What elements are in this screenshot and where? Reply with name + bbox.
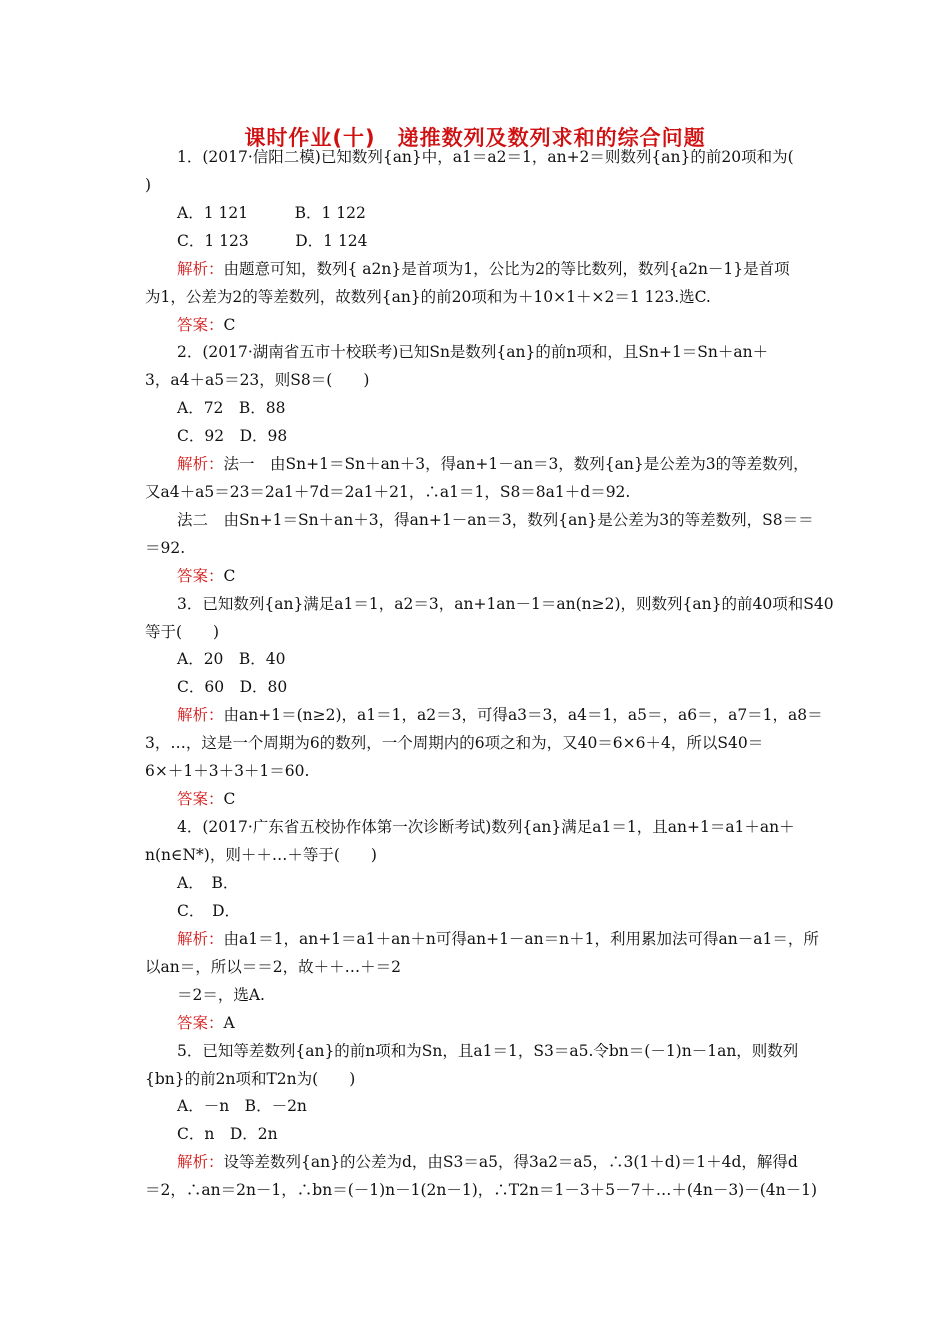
line-text: 等于( ) [145,623,220,641]
analysis-label: 解析： [177,455,224,473]
solution-line [177,315,235,335]
line-text: ) [145,176,152,194]
text-line [145,733,763,753]
answer-label: 答案： [177,1014,224,1032]
text-line [145,622,219,642]
solution-line [177,566,235,586]
line-text: 法一 由Sn+1＝Sn＋an＋3，得an+1－an＝3，数列{an}是公差为3的等差数列， [223,455,809,473]
text-line [177,342,768,362]
line-text: 由a1＝1，an+1＝a1＋an＋n可得an+1－an＝n＋1，利用累加法可得an－a1＝，所 [223,930,819,948]
line-text: 设等差数列{an}的公差为d，由S3＝a5，得3a2＝a5，∴3(1＋d)＝1＋4d，解得d [223,1153,798,1171]
line-text: C．1 123 D．1 124 [177,232,368,250]
solution-line [177,705,823,725]
line-text: ＝92. [145,539,186,557]
line-text: {bn}的前2n项和T2n为( ) [145,1070,356,1088]
line-text: 法二 由Sn+1＝Sn＋an＋3，得an+1－an＝3，数列{an}是公差为3的等差数列，S8＝＝ [177,511,814,529]
line-text: 又a4＋a5＝23＝2a1＋7d＝2a1＋21，∴a1＝1，S8＝8a1＋d＝92. [145,483,631,501]
line-text: 2．(2017·湖南省五市十校联考)已知Sn是数列{an}的前n项和，且Sn+1＝Sn＋an＋ [177,343,769,361]
analysis-label: 解析： [177,930,224,948]
line-text: A． B． [177,874,239,892]
line-text: n(n∈N*)，则＋＋…＋等于( ) [145,846,377,864]
text-line [145,957,401,977]
line-text: ＝2＝，选A. [177,986,265,1004]
text-line [177,510,814,530]
text-line [145,175,151,195]
text-line [177,873,238,893]
answer-label: 答案： [177,316,224,334]
text-line [177,985,265,1005]
text-line [145,761,309,781]
line-text: 4．(2017·广东省五校协作体第一次诊断考试)数列{an}满足a1＝1，且an+1＝a1＋an＋ [177,818,795,836]
answer-label: 答案： [177,567,224,585]
text-line [177,231,368,251]
line-text: C．92 D．98 [177,427,288,445]
text-line [145,1180,817,1200]
text-line [145,538,185,558]
text-line [145,1069,355,1089]
text-line [177,203,366,223]
page-title: 课时作业(十) 递推数列及数列求和的综合问题 [244,126,706,150]
line-text: A．20 B．40 [177,650,286,668]
text-line [177,1124,278,1144]
line-text: 为1，公差为2的等差数列，故数列{an}的前20项和为＋10×1＋×2＝1 123.选C. [145,288,711,306]
line-text: C [223,316,236,334]
text-line [177,901,240,921]
answer-label: 答案： [177,790,224,808]
analysis-label: 解析： [177,706,224,724]
line-text: 1．(2017·信阳二模)已知数列{an}中，a1＝a2＝1，an+2＝则数列{an}的前20项和为( [177,148,794,166]
text-line [145,845,377,865]
line-text: 3，a4＋a5＝23，则S8＝( ) [145,371,370,389]
text-line [177,649,286,669]
line-text: 由an+1＝(n≥2)，a1＝1，a2＝3，可得a3＝3，a4＝1，a5＝，a6＝，a7＝1，a8＝ [223,706,823,724]
solution-line [177,1013,235,1033]
text-line [145,370,369,390]
solution-line [177,454,809,474]
line-text: C [223,790,236,808]
text-line [177,147,794,167]
line-text: 3，…，这是一个周期为6的数列，一个周期内的6项之和为，又40＝6×6＋4，所以S40＝ [145,734,764,752]
line-text: 6×＋1＋3＋3＋1＝60. [145,762,310,780]
text-line [177,426,287,446]
solution-line [177,259,790,279]
solution-line [177,929,819,949]
line-text: 以an＝，所以＝＝2，故＋＋…＋＝2 [145,958,401,976]
line-text: C．60 D．80 [177,678,288,696]
line-text: 3．已知数列{an}满足a1＝1，a2＝3，an+1an－1＝an(n≥2)，则数列{an}的前40项和S40 [177,595,834,613]
text-line [145,287,711,307]
solution-line [177,1152,798,1172]
line-text: A [223,1014,235,1032]
text-line [177,594,834,614]
line-text: A．－n B．－2n [177,1097,307,1115]
text-line [177,398,286,418]
line-text: ＝2，∴an＝2n－1，∴bn＝(－1)n－1(2n－1)，∴T2n＝1－3＋5－7＋…＋(4n－3)－(4n－1) [145,1181,818,1199]
text-line [177,677,287,697]
line-text: 由题意可知，数列{ a2n}是首项为1，公比为2的等比数列，数列{a2n－1}是首项 [223,260,790,278]
line-text: 5．已知等差数列{an}的前n项和为Sn，且a1＝1，S3＝a5.令bn＝(－1)n－1an，则数列 [177,1042,799,1060]
line-text: A．1 121 B．1 122 [177,204,366,222]
line-text: C [223,567,236,585]
line-text: C．n D．2n [177,1125,278,1143]
text-line [177,817,795,837]
line-text: A．72 B．88 [177,399,286,417]
line-text: C． D． [177,902,241,920]
analysis-label: 解析： [177,260,224,278]
text-line [177,1096,307,1116]
solution-line [177,789,235,809]
analysis-label: 解析： [177,1153,224,1171]
text-line [145,482,630,502]
text-line [177,1041,798,1061]
